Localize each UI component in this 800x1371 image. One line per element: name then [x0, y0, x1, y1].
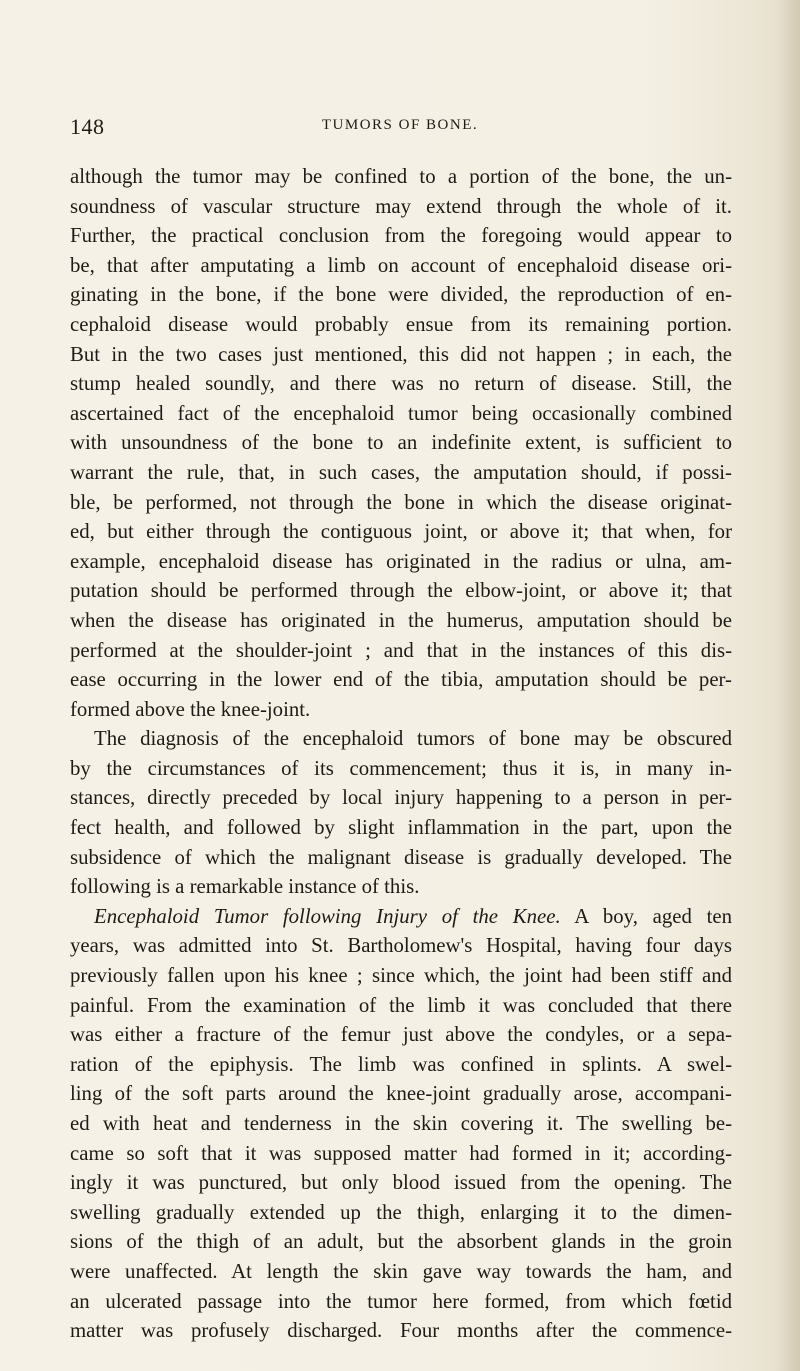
text-line: ble, be performed, not through the bone in which the disease originat- [70, 490, 732, 514]
page-header [70, 114, 730, 144]
case-text: A boy, aged ten [560, 904, 732, 928]
text-line: ed with heat and tenderness in the skin covering it. The swelling be- [70, 1112, 732, 1135]
text-line: sions of the thigh of an adult, but the absorbent glands in the groin [70, 1230, 732, 1254]
text-line: soundness of vascular structure may extend through the whole of it. [70, 194, 732, 218]
text-line: performed at the shoulder-joint ; and that in the instances of this dis- [70, 638, 732, 662]
text-line: fect health, and followed by slight inflammation in the part, upon the [70, 816, 732, 840]
text-line: previously fallen upon his knee ; since which, the joint had been stiff and [70, 964, 732, 988]
text-line: painful. From the examination of the limb it was concluded that there [70, 993, 732, 1017]
text-line: an ulcerated passage into the tumor here formed, from which fœtid [70, 1289, 732, 1313]
text-line: ed, but either through the contiguous joint, or above it; that when, for [70, 520, 732, 544]
text-line: stump healed soundly, and there was no return of disease. Still, the [70, 372, 732, 396]
text-line: by the circumstances of its commencement; thus it is, in many in- [70, 756, 732, 780]
text-line: matter was profusely discharged. Four months after the commence- [70, 1319, 732, 1343]
text-line: swelling gradually extended up the thigh, enlarging it to the dimen- [70, 1200, 732, 1224]
text-line: The diagnosis of the encephaloid tumors of bone may be obscured [94, 727, 732, 751]
case-title: Encephaloid Tumor following Injury of the Knee. [94, 904, 561, 928]
text-line: ease occurring in the lower end of the tibia, amputation should be per- [70, 668, 732, 692]
text-line: formed above the knee-joint. [70, 697, 311, 721]
text-line: years, was admitted into St. Bartholomew's Hospital, having four days [70, 934, 732, 958]
text-line: ingly it was punctured, but only blood issued from the opening. The [70, 1171, 732, 1195]
text-line: was either a fracture of the femur just above the condyles, or a sepa- [70, 1023, 732, 1047]
page-number: 148 [70, 114, 105, 139]
text-line: following is a remarkable instance of this. [70, 875, 420, 899]
text-line: ling of the soft parts around the knee-joint gradually arose, accompani- [70, 1082, 732, 1106]
text-line: putation should be performed through the elbow-joint, or above it; that [70, 579, 732, 603]
text-line: subsidence of which the malignant disease is gradually developed. The [70, 845, 732, 869]
text-line: came so soft that it was supposed matter had formed in it; according- [70, 1141, 732, 1165]
text-line: although the tumor may be confined to a portion of the bone, the un- [70, 165, 732, 188]
page-edge-shadow [778, 0, 800, 1371]
text-line: be, that after amputating a limb on account of encephaloid disease ori- [70, 253, 732, 277]
text-line: were unaffected. At length the skin gave way towards the ham, and [70, 1259, 732, 1283]
text-line: stances, directly preceded by local injury happening to a person in per- [70, 786, 732, 810]
text-line: ascertained fact of the encephaloid tumor being occasionally combined [70, 401, 732, 425]
text-line: example, encephaloid disease has originated in the radius or ulna, am- [70, 549, 732, 573]
text-line: ration of the epiphysis. The limb was confined in splints. A swel- [70, 1052, 732, 1076]
case-heading-line [70, 902, 732, 932]
text-line: with unsoundness of the bone to an indefinite extent, is sufficient to [70, 431, 732, 455]
text-line: warrant the rule, that, in such cases, the amputation should, if possi- [70, 460, 732, 484]
text-line: ginating in the bone, if the bone were divided, the reproduction of en- [70, 283, 732, 307]
text-line: cephaloid disease would probably ensue from its remaining portion. [70, 312, 732, 336]
text-line: Further, the practical conclusion from the foregoing would appear to [70, 224, 732, 248]
running-head: TUMORS OF BONE. [321, 117, 479, 133]
body-text [70, 162, 732, 1346]
text-line: when the disease has originated in the humerus, amputation should be [70, 608, 732, 632]
text-line: But in the two cases just mentioned, this did not happen ; in each, the [70, 342, 732, 366]
